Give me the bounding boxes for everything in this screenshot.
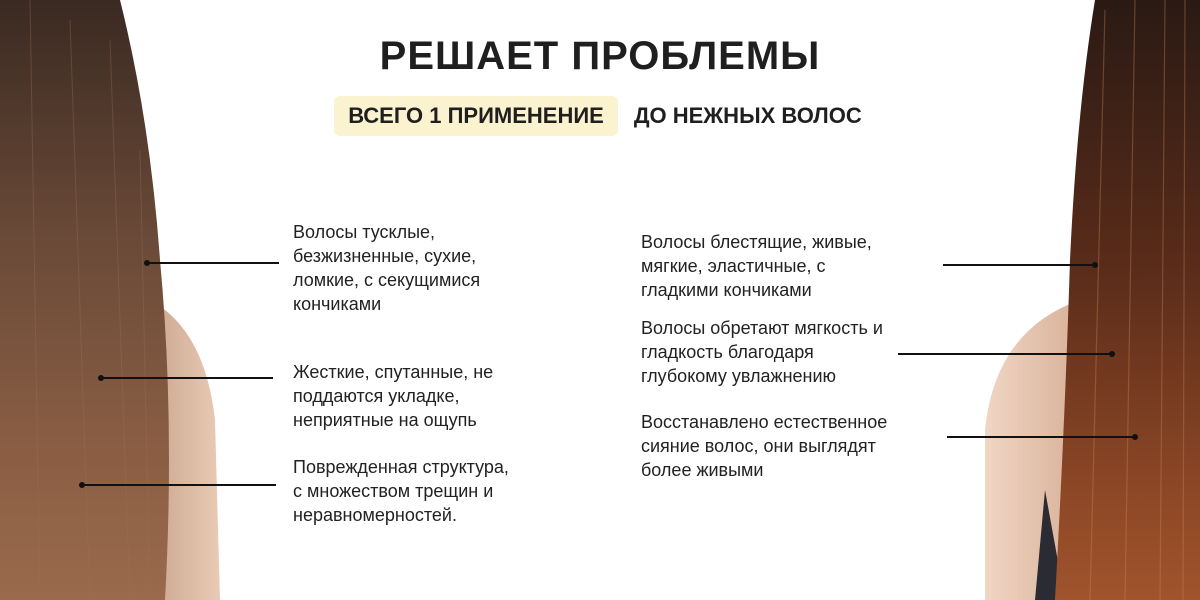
before-leader-2: [101, 377, 273, 379]
before-leader-1: [147, 262, 279, 264]
before-note-3: Поврежденная структура, с множеством трещин и неравномерностей.: [293, 457, 509, 525]
after-marker-1: [1092, 262, 1098, 268]
page-title: РЕШАЕТ ПРОБЛЕМЫ: [379, 34, 821, 78]
before-marker-3: [79, 482, 85, 488]
after-leader-1: [943, 264, 1095, 266]
after-leader-2: [898, 353, 1112, 355]
after-note-3: Восстанавлено естественное сияние волос, они выглядят более живыми: [641, 412, 888, 480]
subtitle: [0, 96, 1200, 136]
shiny-hair-photo: [985, 0, 1200, 600]
after-leader-3: [947, 436, 1135, 438]
after-note-2: Волосы обретают мягкость и гладкость благодаря глубокому увлажнению: [641, 318, 883, 386]
highlight-badge: ВСЕГО 1 ПРИМЕНЕНИЕ: [334, 96, 618, 136]
before-leader-3: [82, 484, 276, 486]
after-note-1: Волосы блестящие, живые, мягкие, эластичные, с гладкими кончиками: [641, 232, 872, 300]
before-note-2: Жесткие, спутанные, не поддаются укладке, неприятные на ощупь: [293, 362, 494, 430]
after-marker-3: [1132, 434, 1138, 440]
before-marker-1: [144, 260, 150, 266]
after-marker-2: [1109, 351, 1115, 357]
before-note-1: Волосы тусклые, безжизненные, сухие, ломкие, с секущимися кончиками: [293, 222, 481, 314]
subtitle-rest: ДО НЕЖНЫХ ВОЛОС: [633, 103, 862, 128]
dull-hair-photo: [0, 0, 230, 600]
before-marker-2: [98, 375, 104, 381]
